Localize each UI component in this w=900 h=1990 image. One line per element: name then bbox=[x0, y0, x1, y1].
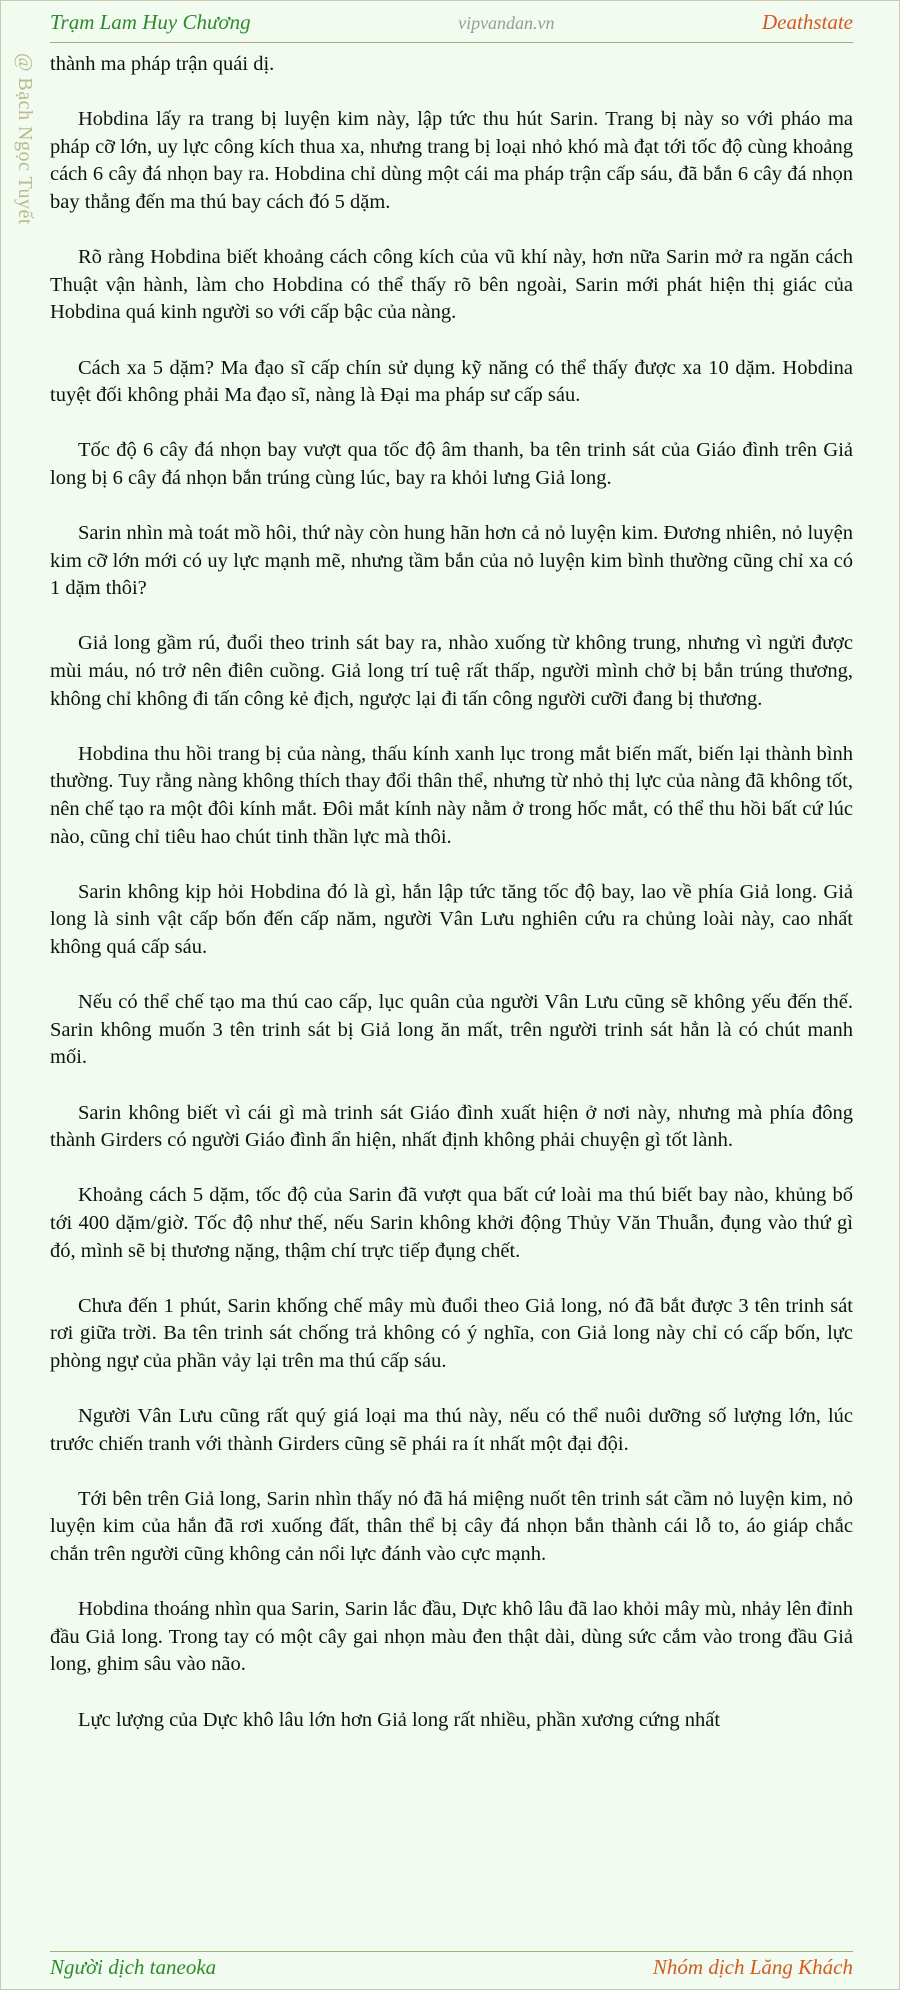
paragraph: Sarin không kịp hỏi Hobdina đó là gì, hắn lập tức tăng tốc độ bay, lao về phía Giả long. Giả long là sinh vật cấp bốn đến cấp năm, người Vân Lưu nghiên cứu ra chủng loài này, cao nhất không quá cấp sáu. bbox=[50, 880, 853, 958]
paragraph: Sarin không biết vì cái gì mà trinh sát Giáo đình xuất hiện ở nơi này, nhưng mà phía đông thành Girders có người Giáo đình ẩn hiện, nhất định không phải chuyện gì tốt lành. bbox=[50, 1101, 853, 1152]
paragraph: Lực lượng của Dực khô lâu lớn hơn Giả long rất nhiều, phần xương cứng nhất bbox=[78, 1708, 721, 1731]
header-url: vipvandan.vn bbox=[458, 13, 555, 33]
paragraph: Rõ ràng Hobdina biết khoảng cách công kích của vũ khí này, hơn nữa Sarin mở ra ngăn cách Thuật vận hành, làm cho Hobdina có thể thấy rõ bên ngoài, Sarin mới phát hiện thị giác của Hobdina quá kinh người so với cấp bậc của nàng. bbox=[50, 246, 853, 324]
paragraph: Tới bên trên Giả long, Sarin nhìn thấy nó đã há miệng nuốt tên trinh sát cầm nỏ luyện kim, nỏ luyện kim của hắn đã rơi xuống đất, thân thể bị cây đá nhọn bắn thành cái lỗ to, áo giáp chắc chắn trên người cũng không cản nổi lực đánh vào cực mạnh. bbox=[50, 1487, 853, 1566]
side-credit: @ Bạch Ngọc Tuyết bbox=[14, 53, 36, 225]
paragraph: Hobdina thu hồi trang bị của nàng, thấu kính xanh lục trong mắt biến mất, biến lại thành bình thường. Tuy rằng nàng không thích thay đổi thân thể, nhưng từ nhỏ thị lực của nàng đã không tốt, nên chế tạo ra một đôi kính mắt. Đôi mắt kính này nằm ở trong hốc mắt, có thể thu hồi bất cứ lúc nào, cũng chỉ tiêu hao chút tinh thần lực mà thôi. bbox=[50, 742, 853, 848]
paragraph: Hobdina lấy ra trang bị luyện kim này, lập tức thu hút Sarin. Trang bị này so với pháo ma pháp cỡ lớn, uy lực công kích thua xa, nhưng trang bị loại nhỏ khó mà đạt tới tốc độ cùng khoảng cách 6 cây đá nhọn bay ra. Hobdina chỉ dùng một cái ma pháp trận cấp sáu, đã bắn 6 cây đá nhọn bay thẳng đến ma thú bay cách đó 5 dặm. bbox=[50, 108, 853, 213]
paragraph: Sarin nhìn mà toát mồ hôi, thứ này còn hung hãn hơn cả nỏ luyện kim. Đương nhiên, nỏ luyện kim cỡ lớn mới có uy lực mạnh mẽ, nhưng tầm bắn của nỏ luyện kim bình thường cũng chỉ xa có 1 dặm thôi? bbox=[50, 522, 853, 600]
paragraph: Nếu có thể chế tạo ma thú cao cấp, lục quân của người Vân Lưu cũng sẽ không yếu đến thế. Sarin không muốn 3 tên trinh sát bị Giả long ăn mất, trên người trinh sát hẳn là có chút manh mối. bbox=[50, 991, 853, 1069]
footer-divider bbox=[50, 1951, 853, 1952]
page-footer bbox=[50, 1955, 853, 1985]
paragraph: Chưa đến 1 phút, Sarin khống chế mây mù đuổi theo Giả long, nó đã bắt được 3 tên trinh sát rơi giữa trời. Ba tên trinh sát chống trả không có ý nghĩa, con Giả long này chỉ có cấp bốn, lực phòng ngự của phần vảy lại trên ma thú cấp sáu. bbox=[50, 1294, 853, 1372]
header-book-title: Deathstate bbox=[762, 10, 853, 34]
paragraph: Khoảng cách 5 dặm, tốc độ của Sarin đã vượt qua bất cứ loài ma thú biết bay nào, khủng bố tới 400 dặm/giờ. Tốc độ như thế, nếu Sarin không khởi động Thủy Văn Thuẫn, đụng vào thứ gì đó, mình sẽ bị thương nặng, thậm chí trực tiếp đụng chết. bbox=[50, 1184, 853, 1262]
paragraph: Giả long gầm rú, đuổi theo trinh sát bay ra, nhào xuống từ không trung, nhưng vì ngửi được mùi máu, nó trở nên điên cuồng. Giả long trí tuệ rất thấp, người mình chở bị bắn trúng thương, không chỉ không đi tấn công kẻ địch, ngược lại đi tấn công người cưỡi đang bị thương. bbox=[50, 632, 853, 710]
page-header bbox=[50, 10, 853, 43]
header-site-name: Trạm Lam Huy Chương bbox=[50, 10, 251, 34]
paragraph: Cách xa 5 dặm? Ma đạo sĩ cấp chín sử dụng kỹ năng có thể thấy được xa 10 dặm. Hobdina tuyệt đối không phải Ma đạo sĩ, nàng là Đại ma pháp sư cấp sáu. bbox=[50, 356, 853, 407]
paragraph: Tốc độ 6 cây đá nhọn bay vượt qua tốc độ âm thanh, ba tên trinh sát của Giáo đình trên Giả long bị 6 cây đá nhọn bắn trúng cùng lúc, bay ra khỏi lưng Giả long. bbox=[50, 439, 853, 489]
footer-translator: Người dịch taneoka bbox=[50, 1955, 217, 1979]
paragraph: thành ma pháp trận quái dị. bbox=[50, 53, 275, 75]
paragraph: Hobdina thoáng nhìn qua Sarin, Sarin lắc đầu, Dực khô lâu đã lao khỏi mây mù, nhảy lên đỉnh đầu Giả long. Trong tay có một cây gai nhọn màu đen thật dài, dùng sức cắm vào trong đầu Giả long, ghim sâu vào não. bbox=[50, 1598, 853, 1676]
page-body bbox=[50, 51, 853, 1762]
footer-group: Nhóm dịch Lăng Khách bbox=[652, 1955, 853, 1979]
paragraph: Người Vân Lưu cũng rất quý giá loại ma thú này, nếu có thể nuôi dưỡng số lượng lớn, lúc trước chiến tranh với thành Girders cũng sẽ phái ra ít nhất một đại đội. bbox=[50, 1405, 853, 1455]
